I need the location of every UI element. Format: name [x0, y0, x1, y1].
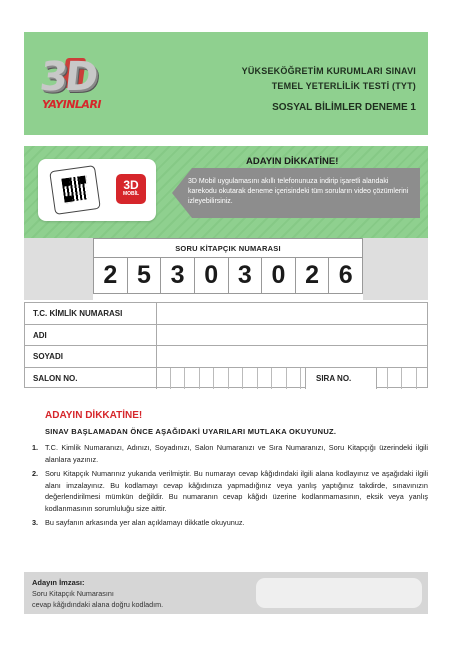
surname-label: SOYADI [33, 352, 63, 361]
booklet-digit: 6 [338, 261, 353, 289]
digit-cell[interactable] [171, 368, 186, 390]
instruction-number: 2. [32, 469, 39, 478]
digit-cell[interactable] [200, 368, 215, 390]
digit-cell[interactable] [402, 368, 417, 390]
app-icon-sublabel: MOBİL [122, 191, 140, 197]
booklet-number-box [93, 238, 363, 294]
signature-statement [32, 588, 232, 610]
booklet-digits [94, 258, 362, 293]
mobile-app-icon [116, 174, 146, 204]
surname-row [25, 346, 427, 368]
app-icon-label: 3D [123, 178, 139, 192]
booklet-digit: 3 [229, 258, 263, 293]
logo-yayinlari-text: YAYINLARI [42, 98, 102, 111]
tc-id-row [25, 303, 427, 325]
booklet-number-label: SORU KİTAPÇIK NUMARASI [175, 244, 281, 253]
name-row [25, 325, 427, 347]
digit-cell[interactable] [287, 368, 302, 390]
banner-text: 3D Mobil uygulamasını akıllı telefonunuza indirip işaretli alandaki karekodu okutarak deneme içerisindeki tüm soruların video çözümlerini izleyebilirsiniz. [188, 178, 409, 205]
instruction-text: Bu sayfanın arkasında yer alan açıklamayı dikkatle okuyunuz. [45, 518, 245, 527]
instructions-list [24, 442, 428, 529]
candidate-info-form [24, 302, 428, 388]
publisher-logo [37, 54, 102, 116]
instruction-number: 1. [32, 443, 39, 452]
exam-subject: SOSYAL BİLİMLER DENEME 1 [272, 102, 416, 113]
digit-cell[interactable] [243, 368, 258, 390]
booklet-digit: 0 [195, 258, 229, 293]
sira-label: SIRA NO. [316, 373, 352, 383]
booklet-digit: 0 [262, 258, 296, 293]
exam-title-block [242, 64, 416, 113]
salon-number-cells[interactable] [156, 368, 427, 390]
instructions-subtitle: SINAV BAŞLAMADAN ÖNCE AŞAĞIDAKİ UYARILARI MUTLAKA OKUYUNUZ. [45, 427, 337, 436]
signature-box[interactable] [256, 578, 422, 608]
booklet-digit: 2 [94, 258, 128, 293]
instructions-title: ADAYIN DİKKATİNE! [45, 410, 143, 421]
digit-cell[interactable] [258, 368, 273, 390]
tc-id-label: T.C. KİMLİK NUMARASI [33, 309, 123, 318]
digit-cell[interactable] [229, 368, 244, 390]
salon-sira-row [25, 368, 427, 390]
salon-label: SALON NO. [33, 373, 78, 383]
header-band [24, 32, 428, 135]
qr-code-icon [60, 174, 89, 203]
instructions-section [24, 410, 428, 532]
digit-cell[interactable] [185, 368, 200, 390]
booklet-digit: 3 [161, 258, 195, 293]
instruction-number: 3. [32, 518, 39, 527]
booklet-side-fill-right [363, 238, 428, 300]
instruction-item [24, 442, 428, 465]
booklet-digit: 5 [128, 258, 162, 293]
surname-field[interactable] [156, 346, 427, 367]
mobile-app-banner [24, 146, 428, 238]
booklet-digit: 2 [296, 258, 330, 293]
exam-institution: YÜKSEKÖĞRETİM KURUMLARI SINAVI [241, 66, 416, 76]
tc-id-field[interactable] [156, 303, 427, 324]
instruction-text: Soru Kitapçık Numarınız yukarıda verilmiştir. Bu numarayı cevap kâğıdındaki ilgili alana kodlayınız ve aşağıdaki ilgili alanı imzalayınız. Bu kodlamayı cevap kâğıdınıza yapmadığınız veya yanlış yaptığınız takdirde, sınavınızın değerlendirilmesi mümkün değildir. Bu numaranın cevap kâğıdı üzerine kodlanmamasının, eksik veya yanlış kodlanmasının sorumluluğu size aittir. [45, 469, 428, 513]
logo-3d-text: 3D [37, 54, 98, 100]
phone-icon [49, 165, 101, 215]
signature-label: Adayın İmzası: [32, 578, 85, 587]
sira-label-box [305, 368, 377, 390]
digit-cell[interactable] [388, 368, 403, 390]
name-field[interactable] [156, 325, 427, 346]
exam-test-name: TEMEL YETERLİLİK TESTİ (TYT) [271, 81, 416, 91]
signature-statement-line: Soru Kitapçık Numarasını [32, 589, 114, 598]
digit-cell[interactable] [272, 368, 287, 390]
signature-statement-line: cevap kâğıdındaki alana doğru kodladım. [32, 600, 164, 609]
instruction-item [24, 468, 428, 514]
signature-panel [24, 572, 428, 614]
banner-title: ADAYIN DİKKATİNE! [246, 156, 339, 167]
booklet-side-fill-left [24, 238, 93, 300]
name-label: ADI [33, 330, 47, 340]
instruction-text: T.C. Kimlik Numaranızı, Adınızı, Soyadınızı, Salon Numaranızı ve Sıra Numaranızı, Soru Kitapçığı üzerindeki ilgili alanlara yazınız. [45, 443, 428, 464]
qr-card [38, 159, 156, 221]
digit-cell[interactable] [214, 368, 229, 390]
digit-cell[interactable] [156, 368, 171, 390]
instruction-item [24, 517, 428, 529]
